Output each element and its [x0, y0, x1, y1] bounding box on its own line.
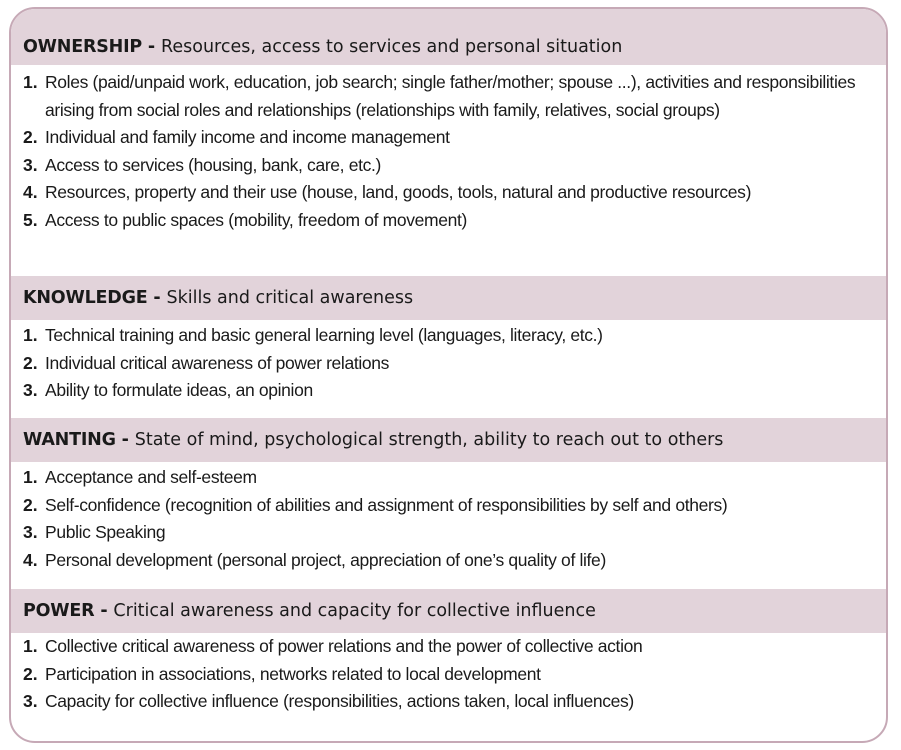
item-text: Collective critical awareness of power relations and the power of collective action [45, 636, 643, 656]
item-text: Resources, property and their use (house, land, goods, tools, natural and productive resources) [45, 182, 752, 202]
item-number: 3. [23, 522, 38, 542]
item-text: Technical training and basic general learning level (languages, literacy, etc.) [45, 325, 603, 345]
section-description: Resources, access to services and personal situation [161, 37, 623, 57]
list-item [23, 350, 873, 378]
list-item [23, 688, 873, 716]
item-text: Public Speaking [45, 522, 166, 542]
item-number: 4. [23, 549, 38, 570]
list-item [23, 661, 873, 689]
list-item [23, 377, 873, 405]
item-text: Self-confidence (recognition of abilities and assignment of responsibilities by self and others) [45, 494, 728, 515]
section-items-wanting [23, 464, 873, 574]
section-header-power [11, 589, 886, 633]
item-number: 2. [23, 663, 38, 684]
item-text: Access to public spaces (mobility, freedom of movement) [45, 209, 467, 230]
item-number: 2. [23, 127, 38, 147]
item-text: Roles (paid/unpaid work, education, job search; single father/mother; spouse ...), activities and responsibilities arising from social roles and relationships (relationships with family, relatives, social groups) [45, 72, 856, 120]
empowerment-framework-panel [9, 7, 888, 743]
item-text: Personal development (personal project, appreciation of one’s quality of life) [45, 549, 606, 570]
item-text: Access to services (housing, bank, care, etc.) [45, 154, 381, 175]
item-number: 2. [23, 494, 38, 515]
list-item [23, 633, 873, 661]
item-number: 1. [23, 467, 38, 487]
item-number: 3. [23, 691, 38, 711]
section-items-ownership [23, 69, 873, 234]
item-number: 1. [23, 636, 38, 656]
section-key: OWNERSHIP - [23, 37, 155, 57]
section-description: Critical awareness and capacity for collective influence [113, 601, 596, 621]
item-number: 1. [23, 72, 38, 92]
item-number: 5. [23, 209, 38, 230]
item-number: 4. [23, 182, 38, 202]
item-text: Capacity for collective influence (responsibilities, actions taken, local influences) [45, 691, 634, 711]
section-key: KNOWLEDGE - [23, 288, 161, 308]
section-key: POWER - [23, 601, 108, 621]
item-text: Individual critical awareness of power relations [45, 352, 390, 373]
list-item [23, 547, 873, 575]
section-description: State of mind, psychological strength, ability to reach out to others [134, 430, 724, 450]
section-header-wanting [11, 418, 886, 462]
list-item [23, 69, 873, 124]
section-header-knowledge [11, 276, 886, 320]
item-number: 1. [23, 325, 38, 345]
item-text: Ability to formulate ideas, an opinion [45, 380, 313, 400]
item-number: 3. [23, 154, 38, 175]
list-item [23, 492, 873, 520]
section-items-power [23, 633, 873, 716]
section-header-ownership [11, 9, 886, 65]
list-item [23, 207, 873, 235]
section-key: WANTING - [23, 430, 129, 450]
list-item [23, 124, 873, 152]
item-text: Individual and family income and income management [45, 127, 450, 147]
item-number: 2. [23, 352, 38, 373]
item-text: Acceptance and self-esteem [45, 467, 257, 487]
section-description: Skills and critical awareness [166, 288, 414, 308]
list-item [23, 519, 873, 547]
item-text: Participation in associations, networks related to local development [45, 663, 541, 684]
section-items-knowledge [23, 322, 873, 405]
item-number: 3. [23, 380, 38, 400]
list-item [23, 179, 873, 207]
list-item [23, 322, 873, 350]
list-item [23, 152, 873, 180]
list-item [23, 464, 873, 492]
